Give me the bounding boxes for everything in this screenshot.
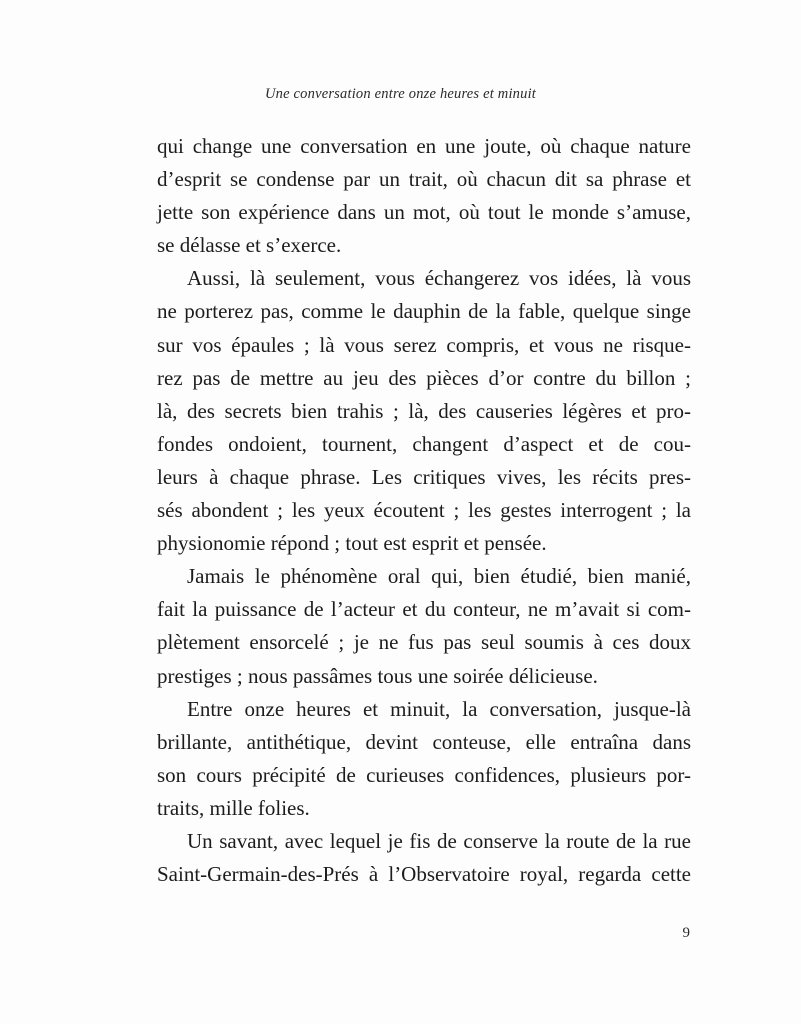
text-line: Jamais le phénomène oral qui, bien étudié, bien manié,: [187, 564, 691, 589]
text-line: Entre onze heures et minuit, la conversation, jusque-là: [187, 696, 691, 721]
text-line: Saint-Germain-des-Prés à l’Observatoire royal, regarda cette: [157, 862, 691, 887]
text-line: se délasse et s’exerce.: [157, 233, 342, 258]
text-line: jette son expérience dans un mot, où tout le monde s’amuse,: [157, 200, 691, 225]
text-line: qui change une conversation en une joute, où chaque nature: [157, 134, 691, 158]
text-line: traits, mille folies.: [157, 795, 310, 820]
text-line: ne porterez pas, comme le dauphin de la fable, quelque singe: [157, 299, 691, 324]
text-line: prestiges ; nous passâmes tous une soirée délicieuse.: [157, 663, 598, 688]
text-line: leurs à chaque phrase. Les critiques vives, les récits pres-: [157, 464, 691, 489]
text-line: Aussi, là seulement, vous échangerez vos idées, là vous: [187, 266, 691, 291]
text-line: physionomie répond ; tout est esprit et pensée.: [157, 531, 547, 556]
text-line: plètement ensorcelé ; je ne fus pas seul soumis à ces doux: [157, 630, 691, 655]
text-line: là, des secrets bien trahis ; là, des causeries légères et pro-: [157, 398, 691, 423]
running-head-title: Une conversation entre onze heures et minuit: [264, 86, 537, 102]
page-number: 9: [682, 925, 690, 941]
text-line: sur vos épaules ; là vous serez compris, et vous ne risque-: [157, 332, 691, 357]
text-line: d’esprit se condense par un trait, où chacun dit sa phrase et: [157, 167, 691, 192]
body-text: [157, 130, 691, 891]
text-line: son cours précipité de curieuses confidences, plusieurs por-: [157, 762, 691, 787]
text-line: Un savant, avec lequel je fis de conserve la route de la rue: [187, 828, 691, 853]
text-line: brillante, antithétique, devint conteuse, elle entraîna dans: [157, 729, 691, 754]
text-line: sés abondent ; les yeux écoutent ; les gestes interrogent ; la: [157, 498, 691, 523]
text-line: fait la puissance de l’acteur et du conteur, ne m’avait si com-: [157, 597, 691, 622]
text-line: fondes ondoient, tournent, changent d’aspect et de cou-: [157, 431, 691, 456]
text-line: rez pas de mettre au jeu des pièces d’or contre du billon ;: [157, 365, 691, 390]
